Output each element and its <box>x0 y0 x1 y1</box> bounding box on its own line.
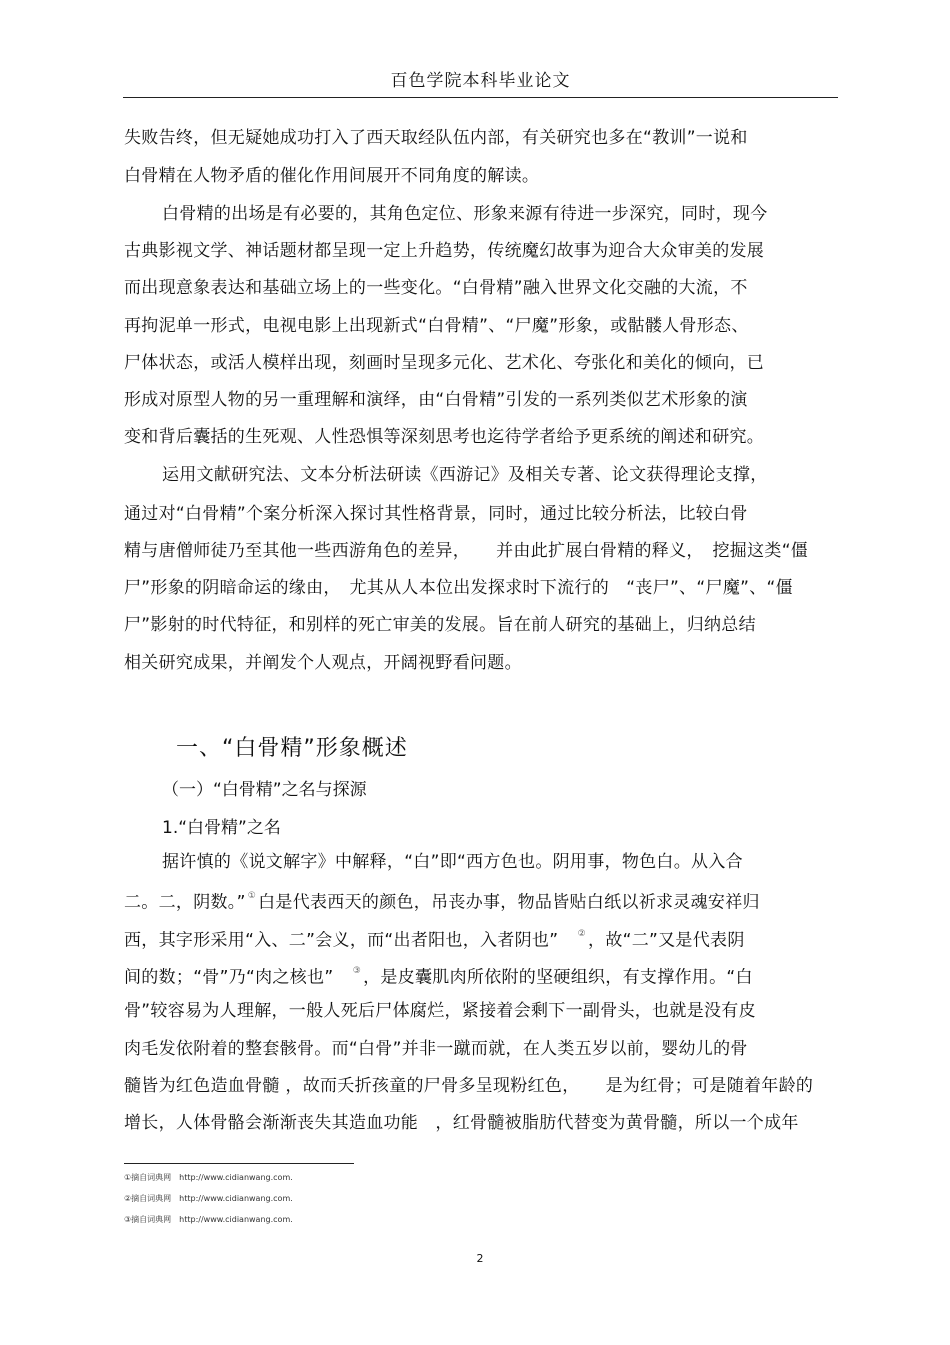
header-divider <box>123 97 838 98</box>
text-run: 西，其字形采用“入、二”会义，而“出者阳也，入者阴也” <box>124 930 576 951</box>
page-header-title: 百色学院本科毕业论文 <box>390 71 571 91</box>
paragraph-line: 失败告终，但无疑她成功打入了西天取经队伍内部，有关研究也多在“教训”一说和 <box>124 128 748 148</box>
paragraph-line: 古典影视文学、神话题材都呈现一定上升趋势，传统魔幻故事为迎合大众审美的发展 <box>124 241 765 261</box>
paragraph-line <box>124 888 760 914</box>
paragraph-line <box>124 926 745 952</box>
paragraph-line: 而出现意象表达和基础立场上的一些变化。“白骨精”融入世界文化交融的大流，不 <box>124 278 748 298</box>
paragraph-line: 运用文献研究法、文本分析法研读《西游记》及相关专著、论文获得理论支撑， <box>162 465 768 485</box>
paragraph-line: 相关研究成果，并阐发个人观点，开阔视野看问题。 <box>124 653 522 673</box>
paragraph-line: 通过对“白骨精”个案分析深入探讨其性格背景，同时，通过比较分析法，比较白骨 <box>124 504 748 524</box>
paragraph-line: 尸体状态，或活人模样出现，刻画时呈现多元化、艺术化、夸张化和美化的倾向，已 <box>124 353 765 373</box>
paragraph-line: 白骨精的出场是有必要的，其角色定位、形象来源有待进一步深究，同时，现今 <box>162 204 768 224</box>
paragraph-line: 骨”较容易为人理解，一般人死后尸体腐烂，紧接着会剩下一副骨头，也就是没有皮 <box>124 1001 756 1021</box>
text-run: 二。二，阴数。” <box>124 892 246 913</box>
paragraph-line: 髓皆为红色造血骨髓 ，故而夭折孩童的尸骨多呈现粉红色， 是为红骨；可是随着年龄的 <box>124 1076 814 1096</box>
paragraph-line: 尸”影射的时代特征，和别样的死亡审美的发展。旨在前人研究的基础上，归纳总结 <box>124 615 756 635</box>
footnote-divider <box>124 1163 354 1164</box>
footnote <box>124 1172 293 1183</box>
paragraph-line: 白骨精在人物矛盾的催化作用间展开不同角度的解读。 <box>124 166 540 186</box>
footnote-url[interactable]: http://www.cidianwang.com. <box>179 1215 293 1224</box>
paragraph-line: 精与唐僧师徒乃至其他一些西游角色的差异， 并由此扩展白骨精的释义， 挖掘这类“僵 <box>124 541 809 561</box>
footnote-ref[interactable]: ② <box>577 929 587 939</box>
text-run: ，故“二”又是代表阴 <box>588 930 745 951</box>
paragraph-line <box>124 963 753 989</box>
section-heading-1: 一、“白骨精”形象概述 <box>176 736 408 761</box>
paragraph-line: 肉毛发依附着的整套骸骨。而“白骨”并非一蹴而就，在人类五岁以前，婴幼儿的骨 <box>124 1039 748 1059</box>
paragraph-line: 形成对原型人物的另一重理解和演绎，由“白骨精”引发的一系列类似艺术形象的演 <box>124 390 748 410</box>
page-number: 2 <box>476 1252 484 1265</box>
footnote <box>124 1214 293 1225</box>
footnote-label: ③摘自词典网 <box>124 1215 172 1224</box>
section-heading-2: （一）“白骨精”之名与探源 <box>162 780 367 800</box>
footnote-url[interactable]: http://www.cidianwang.com. <box>179 1173 293 1182</box>
footnote <box>124 1193 293 1204</box>
paragraph-line: 变和背后囊括的生死观、人性恐惧等深刻思考也迄待学者给予更系统的阐述和研究。 <box>124 427 765 447</box>
paragraph-line: 再拘泥单一形式，电视电影上出现新式“白骨精”、“尸魔”形象，或骷髅人骨形态、 <box>124 316 749 336</box>
paragraph-line: 增长，人体骨骼会渐渐丧失其造血功能 ，红骨髓被脂肪代替变为黄骨髓，所以一个成年 <box>124 1113 799 1133</box>
text-run: ，是皮囊肌肉所依附的坚硬组织，有支撑作用。“白 <box>363 967 753 988</box>
paragraph-line: 尸”形象的阴暗命运的缘由， 尤其从人本位出发探求时下流行的 “丧尸”、“尸魔”、“僵 <box>124 578 793 598</box>
footnote-ref[interactable]: ① <box>247 891 257 901</box>
footnote-url[interactable]: http://www.cidianwang.com. <box>179 1194 293 1203</box>
text-run: 白是代表西天的颜色，吊丧办事，物品皆贴白纸以祈求灵魂安祥归 <box>258 892 760 913</box>
section-heading-3: 1.“白骨精”之名 <box>162 818 281 838</box>
paragraph-line: 据许慎的《说文解字》中解释，“白”即“西方色也。阴用事，物色白。从入合 <box>162 852 743 872</box>
footnote-label: ②摘自词典网 <box>124 1194 172 1203</box>
footnote-ref[interactable]: ③ <box>352 966 362 976</box>
text-run: 间的数；“骨”乃“肉之核也” <box>124 967 351 988</box>
footnote-label: ①摘自词典网 <box>124 1173 172 1182</box>
